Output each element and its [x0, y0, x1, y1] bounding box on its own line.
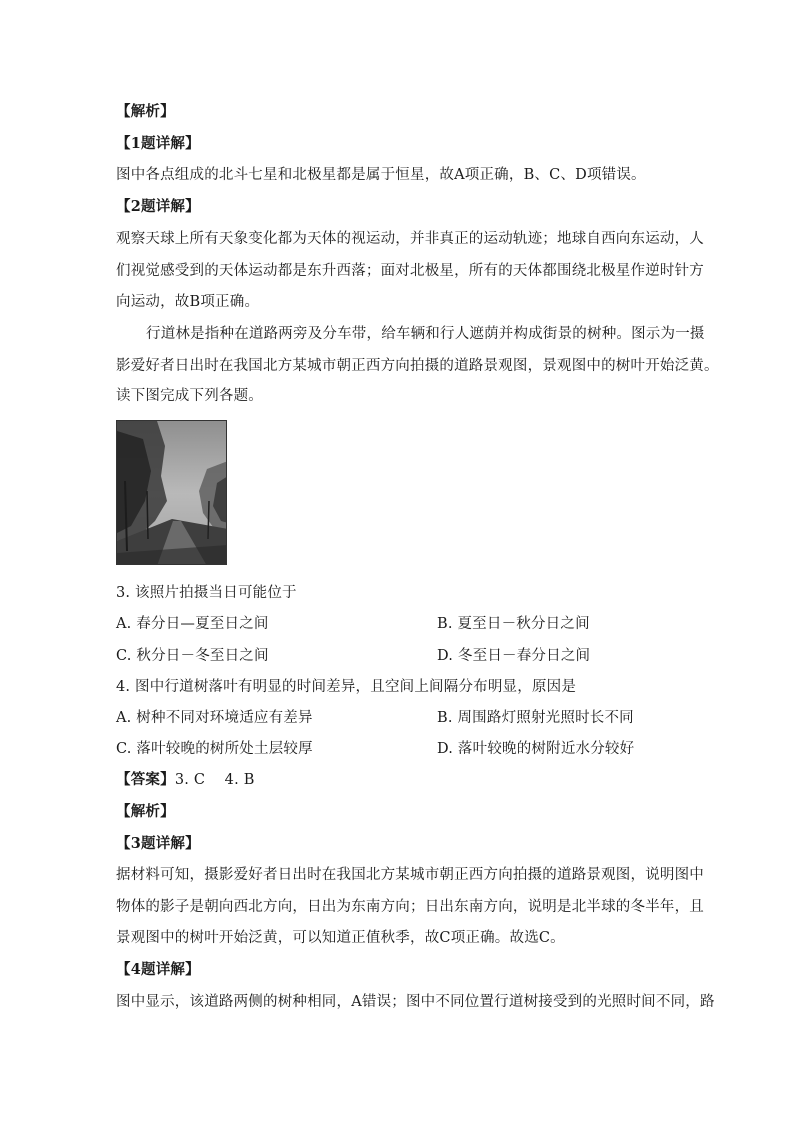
section-heading-analysis: 【解析】: [116, 103, 175, 120]
question-4-option-d: D. 落叶较晚的树附近水分较好: [437, 741, 635, 757]
paragraph-line: 据材料可知，摄影爱好者日出时在我国北方某城市朝正西方向拍摄的道路景观图，说明图中: [116, 867, 704, 883]
question-4-option-c: C. 落叶较晚的树所处土层较厚: [116, 741, 313, 757]
question-3-option-a: A. 春分日—夏至日之间: [116, 616, 269, 632]
question-3-option-d: D. 冬至日－春分日之间: [437, 648, 591, 664]
section-heading-q3: 【3题详解】: [116, 835, 200, 852]
question-4-stem: 4. 图中行道树落叶有明显的时间差异，且空间上间隔分布明显，原因是: [116, 679, 577, 695]
answer-label: 【答案】: [116, 771, 175, 788]
section-heading-q1: 【1题详解】: [116, 135, 200, 152]
section-heading-analysis: 【解析】: [116, 803, 175, 820]
answer-text: 3. C 4. B: [174, 772, 255, 788]
question-3-option-c: C. 秋分日－冬至日之间: [116, 648, 269, 664]
paragraph-line: 向运动，故B项正确。: [116, 294, 260, 310]
section-heading-q2: 【2题详解】: [116, 198, 200, 215]
photo-illustration: [117, 421, 227, 565]
paragraph-line: 影爱好者日出时在我国北方某城市朝正西方向拍摄的道路景观图，景观图中的树叶开始泛黄。: [116, 358, 719, 374]
paragraph-line: 读下图完成下列各题。: [116, 388, 263, 404]
question-3-stem: 3. 该照片拍摄当日可能位于: [116, 585, 297, 601]
paragraph-line: 图中显示，该道路两侧的树种相同，A错误；图中不同位置行道树接受到的光照时间不同，路: [116, 994, 715, 1010]
section-heading-q4: 【4题详解】: [116, 961, 200, 978]
paragraph-line: 们视觉感受到的天体运动都是东升西落；面对北极星，所有的天体都围绕北极星作逆时针方: [116, 263, 704, 279]
question-4-option-a: A. 树种不同对环境适应有差异: [116, 710, 313, 726]
paragraph-line: 景观图中的树叶开始泛黄，可以知道正值秋季，故C项正确。故选C。: [116, 930, 565, 946]
road-landscape-photo: [116, 420, 227, 565]
question-3-option-b: B. 夏至日－秋分日之间: [437, 616, 590, 632]
question-4-option-b: B. 周围路灯照射光照时长不同: [437, 710, 634, 726]
paragraph-line: 观察天球上所有天象变化都为天体的视运动，并非真正的运动轨迹；地球自西向东运动，人: [116, 231, 704, 247]
paragraph-line: 物体的影子是朝向西北方向，日出为东南方向；日出东南方向，说明是北半球的冬半年，且: [116, 899, 704, 915]
answer-line: [116, 770, 255, 790]
paragraph-line: 行道林是指种在道路两旁及分车带，给车辆和行人遮荫并构成街景的树种。图示为一摄: [146, 326, 705, 342]
paragraph-line: 图中各点组成的北斗七星和北极星都是属于恒星，故A项正确，B、C、D项错误。: [116, 167, 646, 183]
